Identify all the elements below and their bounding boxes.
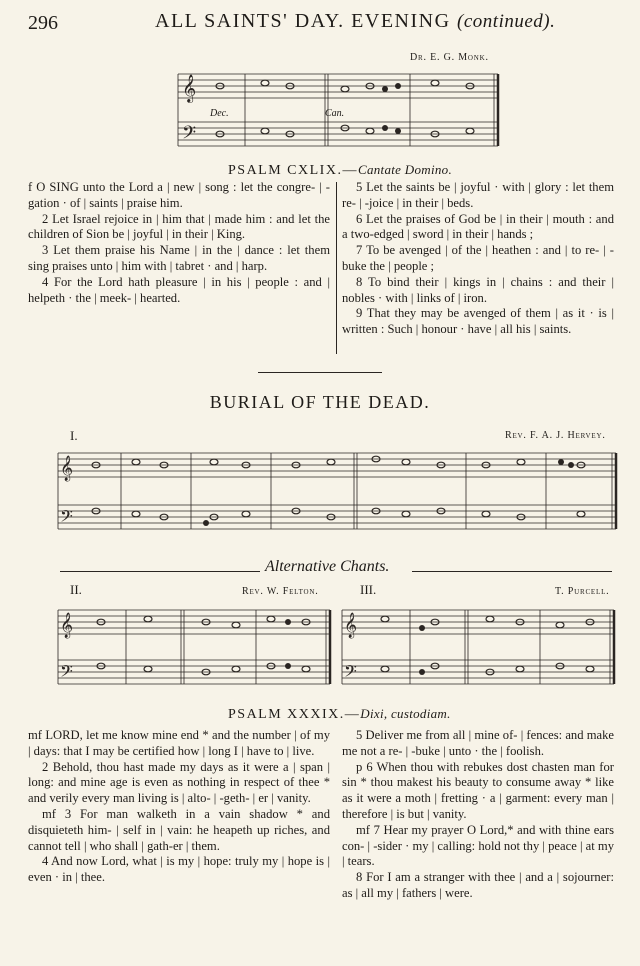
psalm-39-subtitle: Dixi, custodiam.: [360, 706, 451, 721]
section-title-burial: BURIAL OF THE DEAD.: [209, 392, 431, 412]
psalm-39-title: PSALM XXXIX.—Dixi, custodiam.: [228, 706, 451, 722]
chant-composer-top: Dr. E. G. Monk.: [410, 52, 489, 63]
verse: 7 To be avenged | of the | heathen : and | to re- | -buke the | people ;: [342, 243, 614, 273]
label-dec: Dec.: [210, 108, 229, 119]
column-divider: [336, 182, 337, 354]
alt-rule-right: [412, 571, 612, 572]
svg-text:𝄞: 𝄞: [60, 456, 74, 481]
verse: 5 Deliver me from all | mine of- | fences: and make me not a re- | -buke | unto · the | foolish.: [342, 728, 614, 758]
verse: 6 Let the praises of God be | in their | mouth : and a two-edged | sword | in their | hands ;: [342, 211, 614, 242]
psalm-39-number: PSALM XXXIX.: [228, 707, 345, 722]
page-title-main: ALL SAINTS' DAY. EVENING: [155, 10, 451, 32]
verse: mf 3 For man walketh in a vain shadow * and disquieteth him- | self in | vain: he heapeth up riches, and cannot tell | who shall | gath-er | them.: [28, 806, 330, 853]
chant-number-2: II.: [70, 582, 82, 597]
chant-composer-3: T. Purcell.: [555, 586, 610, 597]
svg-text:𝄞: 𝄞: [182, 74, 197, 102]
verse: 2 Behold, thou hast made my days as it were a | span | long: and mine age is even as nothing in respect of thee * and verily every man living is | alto- | -geth- | er | vanity.: [28, 759, 330, 806]
psalm-39-right-column: [342, 728, 614, 902]
svg-text:𝄢: 𝄢: [182, 123, 197, 148]
verse: f O SING unto the Lord a | new | song : let the congre- | -gation · of | saints | praise him.: [28, 180, 330, 210]
svg-text:𝄢: 𝄢: [60, 661, 73, 685]
verse: 3 Let them praise his Name | in the | dance : let them sing praises unto | him with | tabret · and | harp.: [28, 243, 330, 273]
verse: 4 For the Lord hath pleasure | in his | people : and | helpeth · the | meek- | hearted.: [28, 274, 330, 305]
music-score-chant-1: [56, 445, 620, 545]
page-title-continued: (continued).: [457, 11, 556, 32]
verse: mf LORD, let me know mine end * and the number | of my | days: that I may be certified how | long I | have to | live.: [28, 728, 330, 758]
music-score-chant-2: [56, 598, 332, 698]
chant-composer-2: Rev. W. Felton.: [242, 586, 319, 597]
psalm-149-subtitle: Cantate Domino.: [357, 162, 453, 177]
svg-text:𝄞: 𝄞: [344, 613, 358, 638]
verse: 9 That they may be avenged of them | as it · is | written : Such | honour · have | all his | saints.: [342, 306, 614, 337]
verse: 4 And now Lord, what | is my | hope: truly my | hope is | even · in | thee.: [28, 854, 330, 885]
verse: 8 For I am a stranger with thee | and a | sojourner: as | all my | fathers | were.: [342, 870, 614, 900]
chant-number-3: III.: [360, 582, 377, 597]
page-title: [155, 10, 555, 33]
verse: 8 To bind their | kings in | chains : and their | nobles · with | links of | iron.: [342, 274, 614, 305]
alternative-chants-title: Alternative Chants.: [265, 558, 390, 575]
alt-rule-left: [60, 571, 260, 572]
psalm-39-left-column: [28, 728, 330, 886]
chant-composer-1: Rev. F. A. J. Hervey.: [505, 430, 606, 441]
label-can: Can.: [325, 108, 345, 119]
verse: p 6 When thou with rebukes dost chasten man for sin * thou makest his beauty to consume away * like as it were a moth | fretting · a | garment: every man | therefore | is but | vanity.: [342, 759, 614, 821]
svg-text:𝄞: 𝄞: [60, 613, 74, 638]
page-number: 296: [28, 12, 58, 34]
svg-text:𝄢: 𝄢: [344, 661, 357, 685]
psalm-149-title: PSALM CXLIX.—Cantate Domino.: [228, 162, 453, 178]
verse: 2 Let Israel rejoice in | him that | made him : and let the children of Sion be | joyful | in their | King.: [28, 211, 330, 242]
psalm-149-left-column: [28, 180, 330, 306]
verse: mf 7 Hear my prayer O Lord,* and with thine ears con- | -sider · my | calling: hold not thy | peace | at my | tears.: [342, 822, 614, 869]
psalm-149-right-column: [342, 180, 614, 338]
svg-text:𝄢: 𝄢: [60, 506, 73, 530]
music-score-chant-3: [340, 598, 616, 698]
verse: 5 Let the saints be | joyful · with | glory : let them re- | -joice | in their | beds.: [342, 180, 614, 210]
chant-number-1: I.: [70, 428, 78, 443]
section-divider: [258, 372, 382, 373]
psalm-149-number: PSALM CXLIX.: [228, 163, 343, 178]
